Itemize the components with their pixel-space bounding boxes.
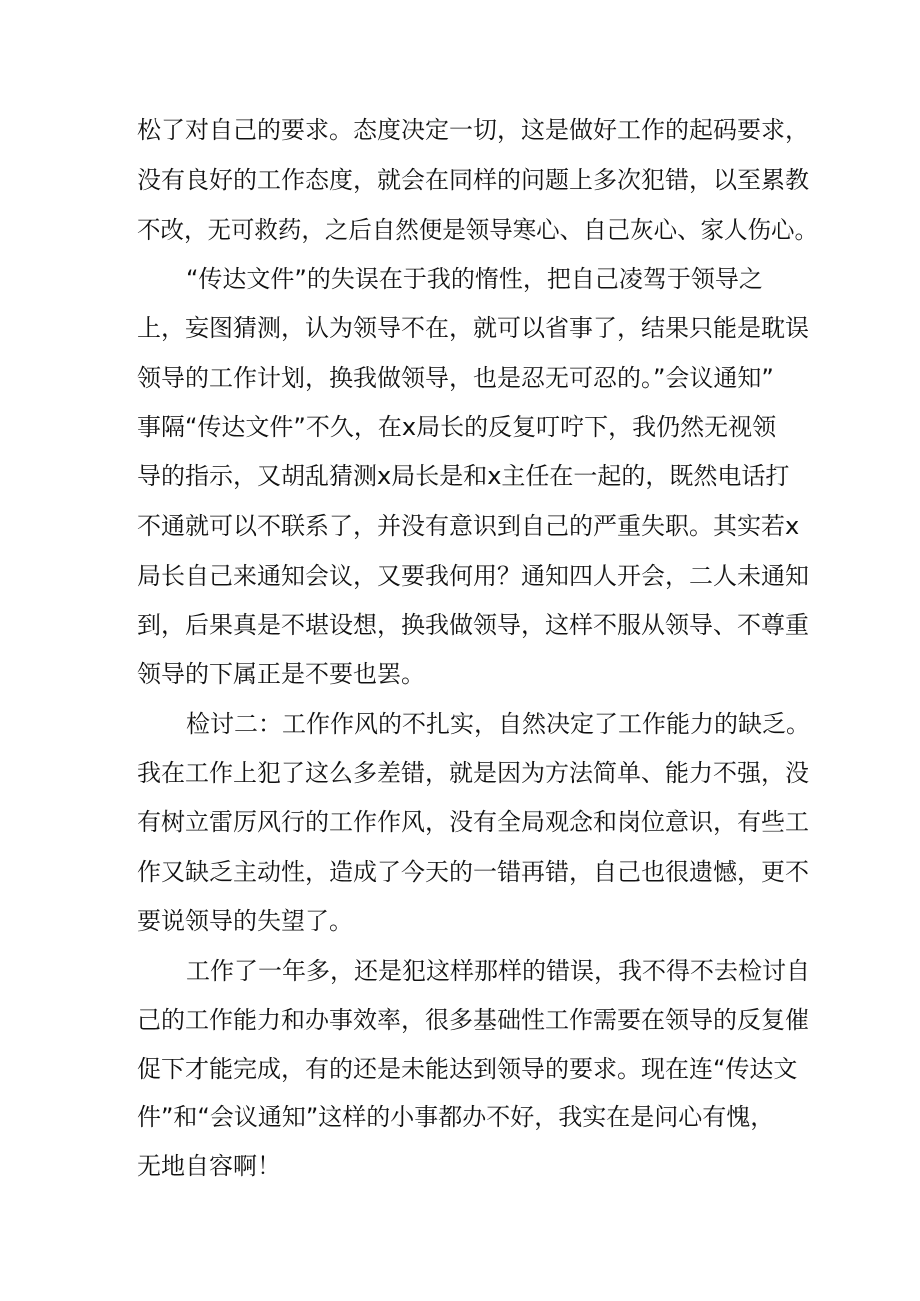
text-line: 促下才能完成，有的还是未能达到领导的要求。现在连“传达文 — [137, 1055, 798, 1083]
text-line: 件”和“会议通知”这样的小事都办不好，我实在是问心有愧， — [137, 1103, 775, 1131]
text-line: 松了对自己的要求。态度决定一切，这是做好工作的起码要求， — [137, 116, 809, 144]
text-line: “传达文件”的失误在于我的惰性，把自己凌驾于领导之 — [186, 265, 763, 293]
text-line: 事隔“传达文件”不久，在x局长的反复叮咛下，我仍然无视领 — [137, 413, 777, 441]
text-line: 不改，无可救药，之后自然便是领导寒心、自己灰心、家人伤心。 — [137, 216, 818, 244]
text-line: 领导的工作计划，换我做领导，也是忍无可忍的。”会议通知” — [137, 364, 774, 392]
text-line: 到，后果真是不堪设想，换我做领导，这样不服从领导、不尊重 — [137, 611, 809, 639]
text-line: 有树立雷厉风行的工作作风，没有全局观念和岗位意识，有些工 — [137, 808, 809, 836]
text-line: 导的指示，又胡乱猜测x局长是和x主任在一起的，既然电话打 — [137, 462, 790, 490]
text-line: 不通就可以不联系了，并没有意识到自己的严重失职。其实若x — [137, 512, 800, 540]
text-line: 上，妄图猜测，认为领导不在，就可以省事了，结果只能是耽误 — [137, 314, 809, 342]
text-line: 作又缺乏主动性，造成了今天的一错再错，自己也很遗憾，更不 — [137, 858, 809, 886]
text-line: 局长自己来通知会议，又要我何用？通知四人开会，二人未通知 — [137, 562, 809, 590]
text-line: 没有良好的工作态度，就会在同样的问题上多次犯错，以至累教 — [137, 166, 809, 194]
text-line: 工作了一年多，还是犯这样那样的错误，我不得不去检讨自 — [186, 957, 810, 985]
text-line: 我在工作上犯了这么多差错，就是因为方法简单、能力不强，没 — [137, 759, 809, 787]
text-line: 己的工作能力和办事效率，很多基础性工作需要在领导的反复催 — [137, 1006, 809, 1034]
text-line: 无地自容啊！ — [137, 1152, 281, 1180]
text-line: 检讨二：工作作风的不扎实，自然决定了工作能力的缺乏。 — [186, 710, 810, 738]
text-line: 领导的下属正是不要也罢。 — [137, 660, 425, 688]
text-line: 要说领导的失望了。 — [137, 907, 353, 935]
